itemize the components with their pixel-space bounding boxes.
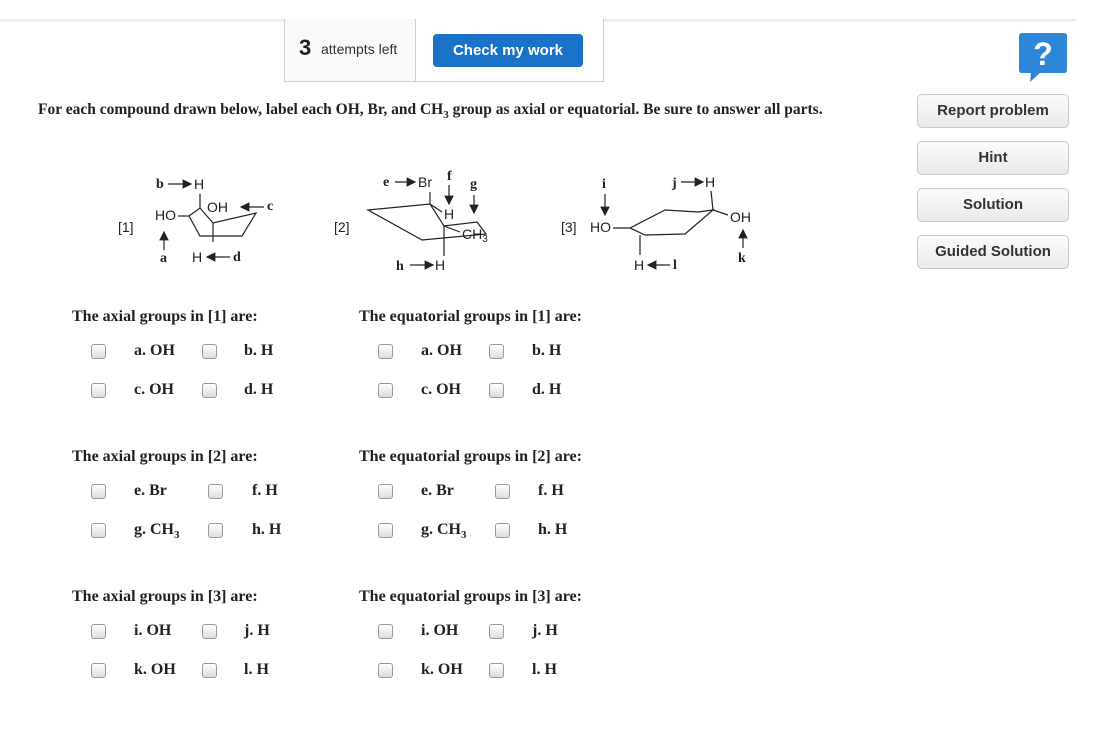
axial-1-d-label: d. H [244,381,274,398]
molecule-structures [100,160,800,280]
equatorial-2-h-checkbox[interactable] [495,523,510,538]
molecule-3 [561,174,751,273]
axial-1-a-label: a. OH [134,342,175,359]
svg-text:[1]: [1] [118,219,134,235]
svg-text:?: ? [1033,36,1053,72]
svg-text:H: H [634,257,645,273]
svg-text:CH3: $CH_3$ [462,226,488,245]
attempts-label: attempts left [321,41,398,57]
equatorial-3-i-checkbox[interactable] [378,624,393,639]
svg-text:OH: OH [730,209,751,225]
equatorial-1-b-checkbox[interactable] [489,344,504,359]
svg-text:b: b [156,177,164,192]
axial-2-f-checkbox[interactable] [208,484,223,499]
svg-text:e: e [383,175,390,190]
axial-1-b-checkbox[interactable] [202,344,217,359]
report-problem-button[interactable]: Report problem [917,94,1069,128]
hint-button[interactable]: Hint [917,141,1069,175]
equatorial-2-g-label: g. $CH_3$ [421,521,467,542]
equatorial-1-b-label: b. H [532,342,562,359]
svg-text:[2]: [2] [334,219,350,235]
equatorial-1-a-checkbox[interactable] [378,344,393,359]
svg-text:HO: HO [590,219,611,235]
equatorial-1-c-label: c. OH [421,381,461,398]
axial-3-k-label: k. OH [134,661,176,678]
svg-text:c: c [267,199,274,214]
axial-2-e-label: e. Br [134,482,167,499]
equatorial-2-f-label: f. H [538,482,564,499]
svg-text:H: H [435,257,446,273]
equatorial-3-j-checkbox[interactable] [489,624,504,639]
equatorial-2-e-checkbox[interactable] [378,484,393,499]
axial-1-d-checkbox[interactable] [202,383,217,398]
svg-text:OH: OH [207,199,228,215]
molecule-1 [118,176,273,266]
svg-text:H: H [192,249,203,265]
svg-text:l: l [673,258,677,273]
axial-1-b-label: b. H [244,342,274,359]
axial-3-i-checkbox[interactable] [91,624,106,639]
equatorial-2-h-label: h. H [538,521,568,538]
axial-2-e-checkbox[interactable] [91,484,106,499]
guided-solution-button[interactable]: Guided Solution [917,235,1069,269]
svg-text:g: g [470,177,477,192]
axial-2-h-label: h. H [252,521,282,538]
axial-2-h-checkbox[interactable] [208,523,223,538]
equatorial-1-a-label: a. OH [421,342,462,359]
attempts-counter [285,19,416,81]
axial-3-l-label: l. H [244,661,269,678]
svg-text:k: k [738,251,746,266]
svg-text:H: H [705,174,716,190]
axial-3-title: The axial groups in [3] are: [72,588,258,605]
attempts-toolbar [284,19,604,82]
question-prompt: For each compound drawn below, label each OH, Br, and $CH_3$ group as axial or equatorial. Be sure to answer all parts. [38,101,823,122]
equatorial-3-k-label: k. OH [421,661,463,678]
svg-text:H: H [444,206,455,222]
equatorial-3-i-label: i. OH [421,622,459,639]
axial-1-a-checkbox[interactable] [91,344,106,359]
axial-3-i-label: i. OH [134,622,172,639]
check-my-work-button[interactable]: Check my work [433,34,583,67]
axial-1-title: The axial groups in [1] are: [72,308,258,325]
axial-2-f-label: f. H [252,482,278,499]
equatorial-2-e-label: e. Br [421,482,454,499]
axial-2-g-checkbox[interactable] [91,523,106,538]
equatorial-1-d-checkbox[interactable] [489,383,504,398]
svg-text:d: d [233,250,241,265]
molecule-2 [334,169,488,274]
equatorial-3-l-checkbox[interactable] [489,663,504,678]
svg-text:i: i [602,177,606,192]
axial-3-j-label: j. H [244,622,270,639]
axial-3-j-checkbox[interactable] [202,624,217,639]
attempts-count: 3 [299,35,312,60]
axial-3-l-checkbox[interactable] [202,663,217,678]
equatorial-1-title: The equatorial groups in [1] are: [359,308,582,325]
equatorial-2-f-checkbox[interactable] [495,484,510,499]
question-mark-icon [1018,31,1068,83]
axial-1-c-label: c. OH [134,381,174,398]
equatorial-1-c-checkbox[interactable] [378,383,393,398]
equatorial-3-title: The equatorial groups in [3] are: [359,588,582,605]
svg-text:f: f [447,169,452,184]
svg-text:HO: HO [155,207,176,223]
equatorial-3-j-label: j. H [532,622,558,639]
svg-text:a: a [160,251,167,266]
axial-2-title: The axial groups in [2] are: [72,448,258,465]
equatorial-2-title: The equatorial groups in [2] are: [359,448,582,465]
svg-text:Br: Br [418,174,432,190]
solution-button[interactable]: Solution [917,188,1069,222]
svg-text:[3]: [3] [561,219,577,235]
svg-text:h: h [396,259,404,274]
equatorial-3-k-checkbox[interactable] [378,663,393,678]
equatorial-1-d-label: d. H [532,381,562,398]
axial-3-k-checkbox[interactable] [91,663,106,678]
help-button[interactable] [1018,31,1068,83]
axial-2-g-label: g. $CH_3$ [134,521,180,542]
axial-1-c-checkbox[interactable] [91,383,106,398]
svg-text:j: j [672,176,677,191]
equatorial-2-g-checkbox[interactable] [378,523,393,538]
svg-text:H: H [194,176,205,192]
equatorial-3-l-label: l. H [532,661,557,678]
